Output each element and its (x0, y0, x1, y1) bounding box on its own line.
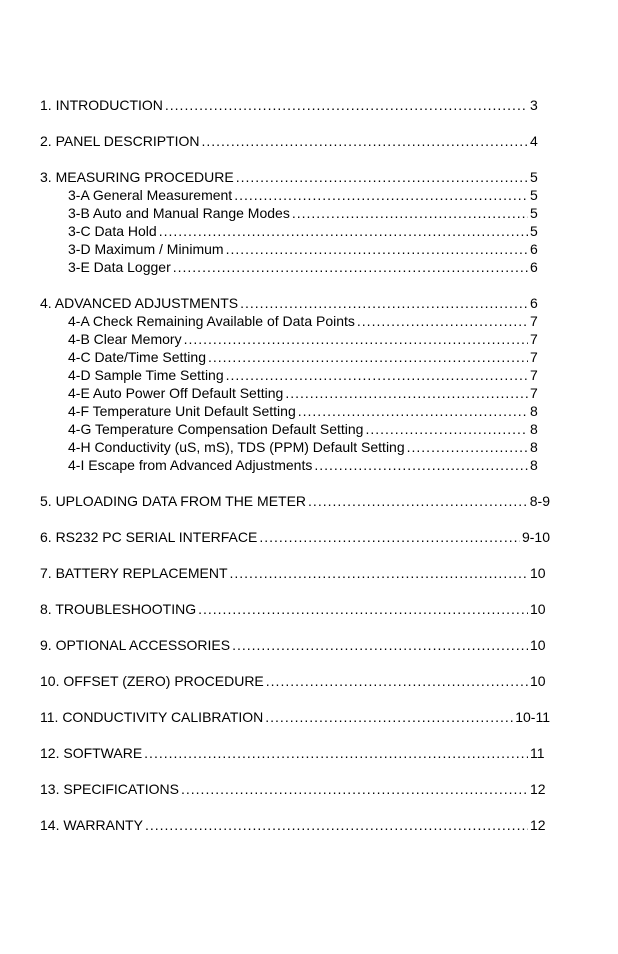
toc-page-number: 7 (530, 349, 538, 365)
dot-leader (314, 456, 528, 474)
toc-subentry-title: 3-B Auto and Manual Range Modes (68, 205, 290, 221)
dot-leader (208, 348, 528, 366)
toc-page-number: 8 (530, 457, 538, 473)
toc-entry (40, 708, 550, 726)
toc-entry (40, 636, 550, 654)
toc-subentry-title: 3-D Maximum / Minimum (68, 241, 224, 257)
toc-entry-title: 9. OPTIONAL ACCESSORIES (40, 637, 231, 653)
toc-page-number: 4 (530, 133, 538, 149)
toc-subentry (40, 402, 550, 420)
toc-subentry-title: 3-A General Measurement (68, 187, 233, 203)
toc-entry-title: 7. BATTERY REPLACEMENT (40, 565, 228, 581)
toc-page-number: 10 (530, 565, 546, 581)
toc-entry (40, 294, 550, 312)
toc-page-number: 12 (530, 817, 546, 833)
toc-subentry-title: 3-C Data Hold (68, 223, 157, 239)
toc-page-number: 5 (530, 205, 538, 221)
toc-page-number: 3 (530, 97, 538, 113)
toc-entry-title: 5. UPLOADING DATA FROM THE METER (40, 493, 307, 509)
dot-leader (145, 816, 528, 834)
toc-page-number: 7 (530, 367, 538, 383)
toc-page-number: 6 (530, 295, 538, 311)
toc-page-number: 12 (530, 781, 546, 797)
toc-page-number: 5 (530, 223, 538, 239)
toc-subentry-title: 4-H Conductivity (uS, mS), TDS (PPM) Default Setting (68, 439, 405, 455)
toc-entry-title: 12. SOFTWARE (40, 745, 143, 761)
toc-page-number: 5 (530, 187, 538, 203)
dot-leader (201, 132, 528, 150)
toc-subentry-title: 4-B Clear Memory (68, 331, 182, 347)
dot-leader (259, 528, 520, 546)
toc-subentry-title: 4-E Auto Power Off Default Setting (68, 385, 284, 401)
toc-page-number: 5 (530, 169, 538, 185)
toc-entry-title: 6. RS232 PC SERIAL INTERFACE (40, 529, 258, 545)
toc-subentry (40, 258, 550, 276)
toc-entry-title: 4. ADVANCED ADJUSTMENTS (40, 295, 239, 311)
toc-subentry (40, 384, 550, 402)
toc-page-number: 10-11 (515, 709, 550, 725)
toc-entry-title: 11. CONDUCTIVITY CALIBRATION (40, 709, 264, 725)
toc-subentry (40, 330, 550, 348)
toc-entry (40, 132, 550, 150)
toc-subentry (40, 438, 550, 456)
toc-entry (40, 816, 550, 834)
dot-leader (236, 168, 528, 186)
toc-subentry-title: 4-F Temperature Unit Default Setting (68, 403, 296, 419)
dot-leader (265, 708, 513, 726)
dot-leader (198, 600, 528, 618)
toc-subentry (40, 420, 550, 438)
toc-page-number: 8 (530, 439, 538, 455)
dot-leader (232, 636, 528, 654)
toc-subentry-title: 4-D Sample Time Setting (68, 367, 224, 383)
dot-leader (292, 204, 528, 222)
toc-page-number: 10 (530, 637, 546, 653)
dot-leader (357, 312, 528, 330)
toc-subentry-title: 4-C Date/Time Setting (68, 349, 206, 365)
toc-entry-title: 13. SPECIFICATIONS (40, 781, 179, 797)
dot-leader (298, 402, 528, 420)
dot-leader (165, 96, 528, 114)
dot-leader (266, 672, 528, 690)
toc-entry (40, 564, 550, 582)
toc-entry (40, 780, 550, 798)
dot-leader (308, 492, 528, 510)
dot-leader (230, 564, 529, 582)
dot-leader (181, 780, 528, 798)
toc-entry (40, 528, 550, 546)
toc-page-number: 8 (530, 403, 538, 419)
toc-entry-title: 2. PANEL DESCRIPTION (40, 133, 200, 149)
dot-leader (173, 258, 528, 276)
toc-subentry (40, 204, 550, 222)
dot-leader (240, 294, 528, 312)
toc-entry (40, 492, 550, 510)
toc-subentry-title: 3-E Data Logger (68, 259, 171, 275)
toc-entry-title: 8. TROUBLESHOOTING (40, 601, 197, 617)
toc-page-number: 11 (530, 745, 545, 761)
toc-page-number: 10 (530, 673, 546, 689)
toc-entry (40, 744, 550, 762)
toc-subentry (40, 312, 550, 330)
toc-subentry (40, 222, 550, 240)
dot-leader (184, 330, 528, 348)
toc-subentry-title: 4-I Escape from Advanced Adjustments (68, 457, 313, 473)
toc-subentry-title: 4-A Check Remaining Available of Data Points (68, 313, 355, 329)
toc-subentry (40, 366, 550, 384)
dot-leader (144, 744, 528, 762)
toc-entry (40, 168, 550, 186)
toc-subentry (40, 456, 550, 474)
dot-leader (226, 240, 528, 258)
toc-subentry (40, 348, 550, 366)
dot-leader (407, 438, 528, 456)
toc-page-number: 6 (530, 241, 538, 257)
toc-page-number: 10 (530, 601, 546, 617)
toc-entry-title: 3. MEASURING PROCEDURE (40, 169, 234, 185)
toc-page-number: 7 (530, 331, 538, 347)
dot-leader (159, 222, 528, 240)
dot-leader (285, 384, 528, 402)
toc-subentry (40, 240, 550, 258)
toc-entry (40, 672, 550, 690)
toc-page-number: 9-10 (521, 529, 550, 545)
toc-subentry (40, 186, 550, 204)
toc-page-number: 6 (530, 259, 538, 275)
toc-page-number: 7 (530, 385, 538, 401)
toc-page-number: 7 (530, 313, 538, 329)
toc-subentry-title: 4-G Temperature Compensation Default Setting (68, 421, 364, 437)
toc-entry (40, 600, 550, 618)
toc-entry-title: 1. INTRODUCTION (40, 97, 163, 113)
toc-page-number: 8 (530, 421, 538, 437)
table-of-contents (40, 96, 550, 834)
dot-leader (365, 420, 528, 438)
dot-leader (226, 366, 528, 384)
toc-entry (40, 96, 550, 114)
toc-page-number: 8-9 (529, 493, 550, 509)
dot-leader (234, 186, 528, 204)
toc-entry-title: 10. OFFSET (ZERO) PROCEDURE (40, 673, 264, 689)
toc-entry-title: 14. WARRANTY (40, 817, 143, 833)
